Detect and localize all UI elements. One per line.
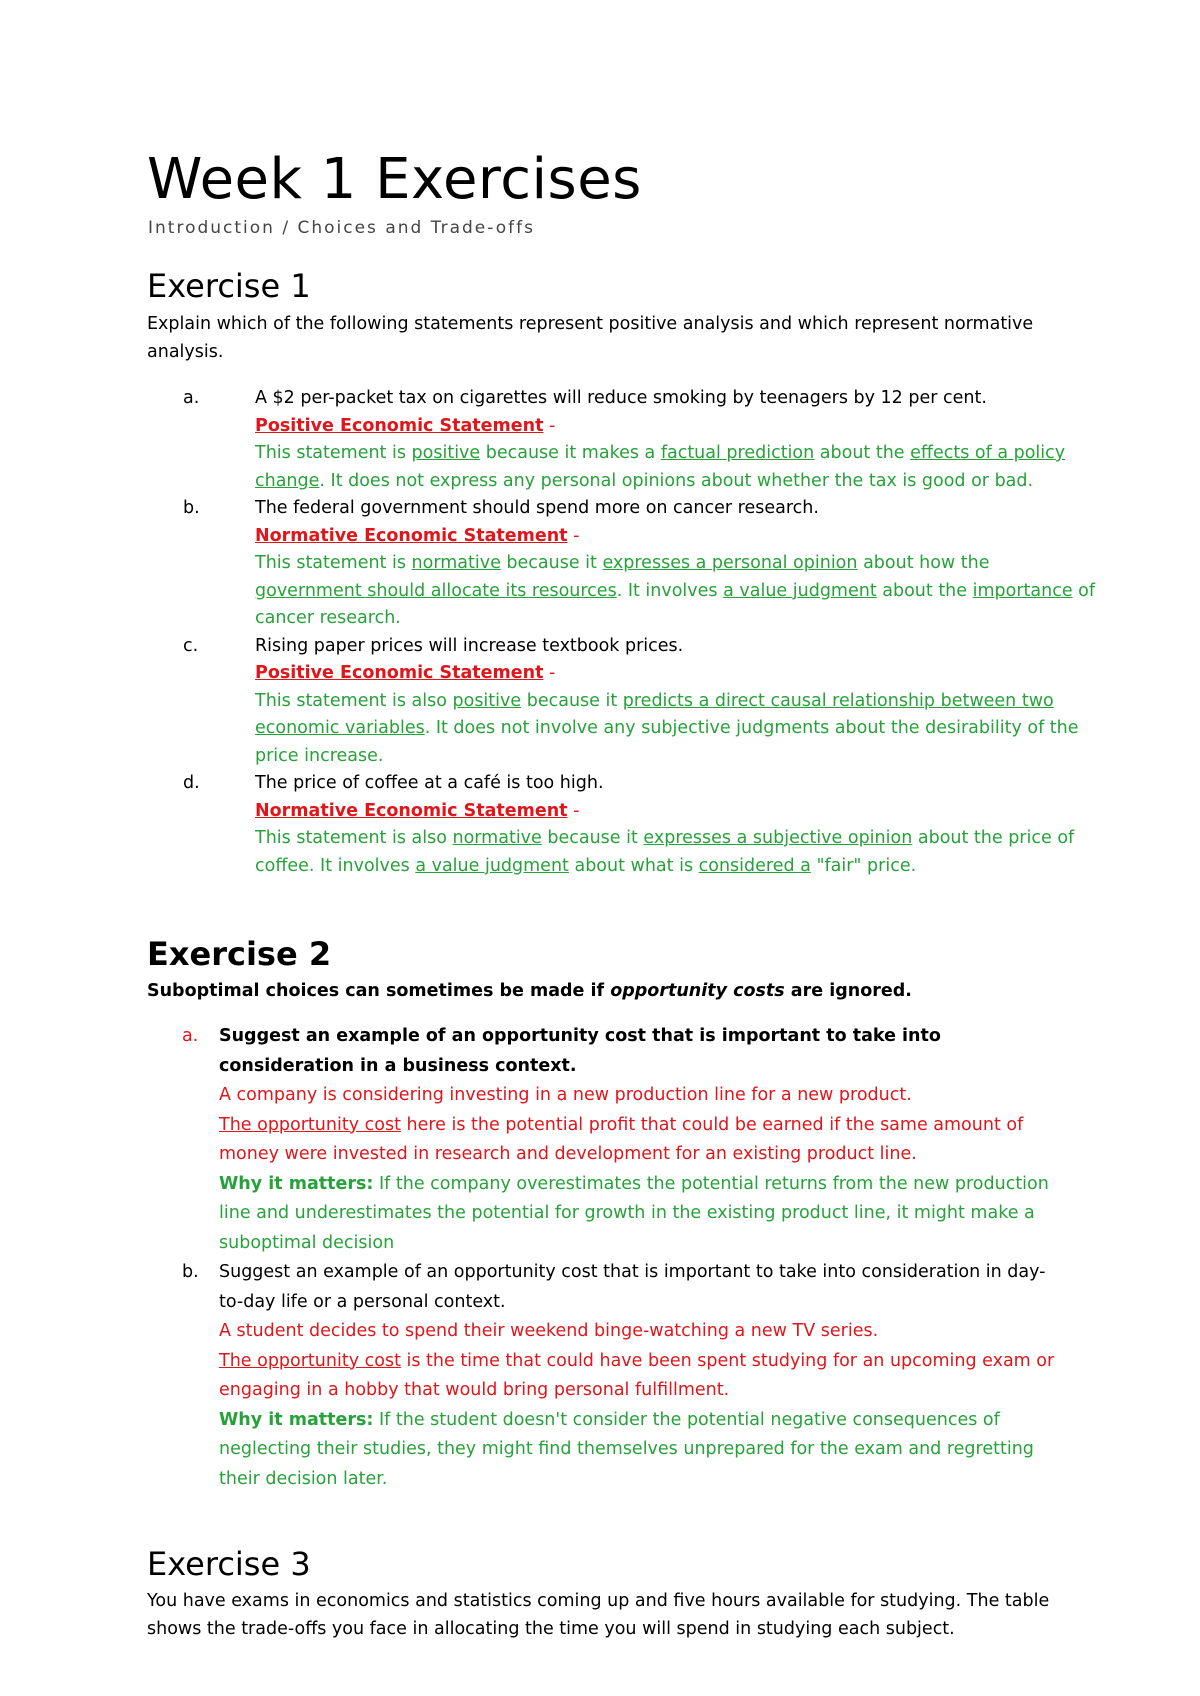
- exercise-2-intro: [147, 978, 1087, 1006]
- statement-text: The price of coffee at a café is too high.: [255, 773, 604, 793]
- explanation-part: . It involves: [616, 580, 724, 601]
- label-dash: -: [543, 663, 556, 683]
- label-dash: -: [543, 415, 556, 436]
- exercise-2-list: [147, 1022, 1057, 1494]
- opportunity-cost-body: here is the potential profit that could be earned if the same amount of money were invested in research and development for an existing product line.: [219, 1114, 1024, 1164]
- opportunity-cost-text: [219, 1111, 1057, 1170]
- explanation-part: because it: [541, 828, 644, 848]
- explanation-emphasis: normative: [411, 553, 501, 573]
- explanation-part: because it: [521, 690, 623, 711]
- explanation-text: [255, 825, 1097, 880]
- page-title: Week 1 Exercises: [147, 147, 642, 212]
- example-text: A company is considering investing in a new production line for a new product.: [219, 1085, 912, 1105]
- why-it-matters-text: [219, 1170, 1057, 1259]
- list-marker: a.: [182, 1026, 199, 1046]
- explanation-part: about how the: [857, 553, 990, 573]
- explanation-emphasis: factual prediction: [660, 443, 815, 463]
- explanation-emphasis: a value judgment: [415, 855, 569, 876]
- list-item: [147, 770, 1097, 880]
- classification-label: Positive Economic Statement: [255, 415, 544, 436]
- intro-part: Suboptimal choices can sometimes be made if: [147, 981, 611, 1001]
- exercise-1-list: [147, 385, 1097, 880]
- statement-text: Rising paper prices will increase textbook prices.: [255, 635, 684, 656]
- intro-part: are ignored.: [784, 981, 912, 1001]
- explanation-emphasis: expresses a subjective opinion: [643, 828, 913, 848]
- explanation-emphasis: government should allocate its resources: [255, 580, 617, 601]
- exercise-3-heading: Exercise 3: [147, 1545, 311, 1583]
- example-text: A student decides to spend their weekend binge-watching a new TV series.: [219, 1321, 879, 1341]
- list-marker: a.: [183, 388, 200, 408]
- classification-label: Normative Economic Statement: [255, 525, 568, 546]
- question-text: Suggest an example of an opportunity cost that is important to take into consideration in day-to-day life or a personal context.: [219, 1262, 1046, 1312]
- why-it-matters-label: Why it matters:: [219, 1173, 374, 1194]
- explanation-part: . It does not express any personal opinions about whether the tax is good or bad.: [319, 470, 1034, 491]
- explanation-part: "fair" price.: [810, 855, 917, 876]
- opportunity-cost-text: [219, 1347, 1057, 1406]
- opportunity-cost-body: is the time that could have been spent studying for an upcoming exam or engaging in a hobby that would bring personal fulfillment.: [219, 1350, 1055, 1400]
- list-item: [147, 1022, 1057, 1258]
- why-it-matters-body: If the student doesn't consider the potential negative consequences of neglecting their studies, they might find themselves unprepared for the exam and regretting their decision later.: [219, 1409, 1034, 1489]
- list-marker: c.: [183, 635, 199, 656]
- list-item: [147, 1258, 1057, 1494]
- explanation-part: about what is: [568, 855, 699, 876]
- label-dash: -: [567, 525, 580, 546]
- explanation-part: This statement is also: [255, 690, 453, 711]
- explanation-emphasis: expresses a personal opinion: [602, 553, 858, 573]
- explanation-part: This statement is: [255, 553, 412, 573]
- classification-label: Normative Economic Statement: [255, 800, 568, 821]
- exercise-3-intro: You have exams in economics and statistics coming up and five hours available for studying. The table shows the trade-offs you face in allocating the time you will spend in studying each subject.: [147, 1591, 1050, 1639]
- exercise-1-intro: Explain which of the following statements represent positive analysis and which represent normative analysis.: [147, 314, 1034, 362]
- explanation-emphasis: predicts a direct causal relationship between two economic variables: [255, 690, 1054, 738]
- question-text: Suggest an example of an opportunity cost that is important to take into consideration in a business context.: [219, 1026, 941, 1076]
- opportunity-cost-label: The opportunity cost: [219, 1114, 401, 1135]
- list-item: [147, 633, 1097, 771]
- explanation-part: because it makes a: [480, 443, 661, 463]
- classification-label: Positive Economic Statement: [255, 663, 544, 683]
- explanation-emphasis: normative: [452, 828, 542, 848]
- explanation-part: because it: [500, 553, 603, 573]
- opportunity-cost-label: The opportunity cost: [219, 1350, 401, 1371]
- explanation-emphasis: a value judgment: [723, 580, 877, 601]
- why-it-matters-label: Why it matters:: [219, 1409, 374, 1430]
- explanation-part: This statement is also: [255, 828, 453, 848]
- statement-text: The federal government should spend more on cancer research.: [255, 498, 819, 518]
- explanation-part: about the: [814, 443, 911, 463]
- why-it-matters-text: [219, 1406, 1057, 1495]
- exercise-1-heading: Exercise 1: [147, 267, 311, 305]
- explanation-emphasis: considered a: [698, 855, 811, 876]
- list-marker: d.: [183, 773, 200, 793]
- explanation-emphasis: effects of a policy change: [255, 443, 1066, 491]
- statement-text: A $2 per-packet tax on cigarettes will reduce smoking by teenagers by 12 per cent.: [255, 388, 987, 408]
- exercise-2-heading: Exercise 2: [147, 935, 332, 973]
- explanation-text: [255, 550, 1097, 633]
- list-item: [147, 385, 1097, 495]
- why-it-matters-body: If the company overestimates the potential returns from the new production line and underestimates the potential for growth in the existing product line, it might make a suboptimal decision: [219, 1173, 1049, 1253]
- explanation-part: about the: [876, 580, 973, 601]
- explanation-part: of cancer research.: [255, 580, 1096, 628]
- explanation-text: [255, 688, 1097, 771]
- explanation-part: This statement is: [255, 443, 412, 463]
- explanation-part: about the price of coffee. It involves: [255, 828, 1075, 876]
- list-item: [147, 495, 1097, 633]
- explanation-emphasis: positive: [411, 443, 481, 463]
- explanation-emphasis: positive: [452, 690, 522, 711]
- explanation-text: [255, 440, 1097, 495]
- list-marker: b.: [182, 1262, 199, 1282]
- list-marker: b.: [183, 498, 200, 518]
- explanation-emphasis: importance: [972, 580, 1073, 601]
- page-subtitle: Introduction / Choices and Trade-offs: [148, 218, 535, 238]
- intro-emphasis: opportunity costs: [610, 981, 785, 1001]
- label-dash: -: [567, 800, 580, 821]
- explanation-part: . It does not involve any subjective judgments about the desirability of the price increase.: [255, 718, 1079, 766]
